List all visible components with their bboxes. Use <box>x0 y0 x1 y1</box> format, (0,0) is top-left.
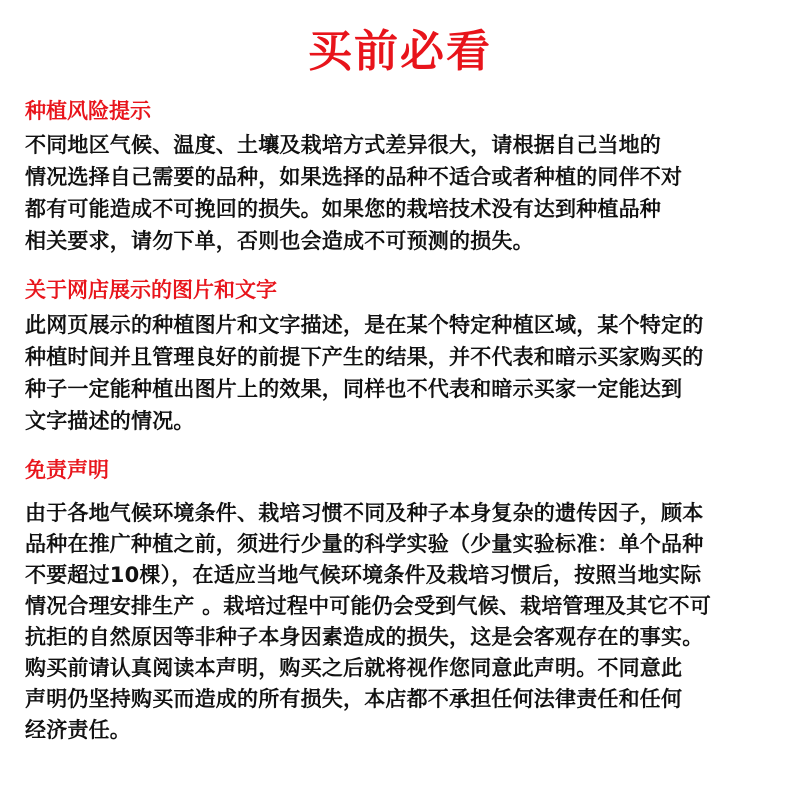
section-heading-disclaimer: 免责声明 <box>25 458 109 482</box>
section-heading-risk: 种植风险提示 <box>25 99 151 123</box>
section-disclaimer-line: 品种在推广种植之前，须进行少量的科学实验（少量实验标准：单个品种 <box>25 532 704 556</box>
section-images-line: 文字描述的情况。 <box>25 409 195 433</box>
section-disclaimer-line: 不要超过10棵），在适应当地气候环境条件及栽培习惯后，按照当地实际 <box>25 563 702 587</box>
section-risk-line: 相关要求，请勿下单，否则也会造成不可预测的损失。 <box>25 229 534 253</box>
section-disclaimer-line: 经济责任。 <box>25 718 131 742</box>
section-disclaimer-line: 情况合理安排生产 。栽培过程中可能仍会受到气候、栽培管理及其它不可 <box>25 594 711 618</box>
section-risk-line: 情况选择自己需要的品种，如果选择的品种不适合或者种植的同伴不对 <box>25 165 683 189</box>
section-images-line: 种子一定能种植出图片上的效果，同样也不代表和暗示买家一定能达到 <box>25 377 683 401</box>
section-heading-images: 关于网店展示的图片和文字 <box>25 278 277 302</box>
section-disclaimer-line: 抗拒的自然原因等非种子本身因素造成的损失，这是会客观存在的事实。 <box>25 625 704 649</box>
section-disclaimer-line: 声明仍坚持购买而造成的所有损失，本店都不承担任何法律责任和任何 <box>25 687 683 711</box>
section-risk-line: 都有可能造成不可挽回的损失。如果您的栽培技术没有达到种植品种 <box>25 197 661 221</box>
section-disclaimer-line: 由于各地气候环境条件、栽培习惯不同及种子本身复杂的遗传因子，顾本 <box>25 501 704 525</box>
section-risk-line: 不同地区气候、温度、土壤及栽培方式差异很大，请根据自己当地的 <box>25 133 661 157</box>
section-disclaimer-line: 购买前请认真阅读本声明，购买之后就将视作您同意此声明。不同意此 <box>25 656 683 680</box>
section-images-line: 种植时间并且管理良好的前提下产生的结果，并不代表和暗示买家购买的 <box>25 345 704 369</box>
section-images-line: 此网页展示的种植图片和文字描述，是在某个特定种植区域，某个特定的 <box>25 313 704 337</box>
page-title: 买前必看 <box>308 26 492 77</box>
